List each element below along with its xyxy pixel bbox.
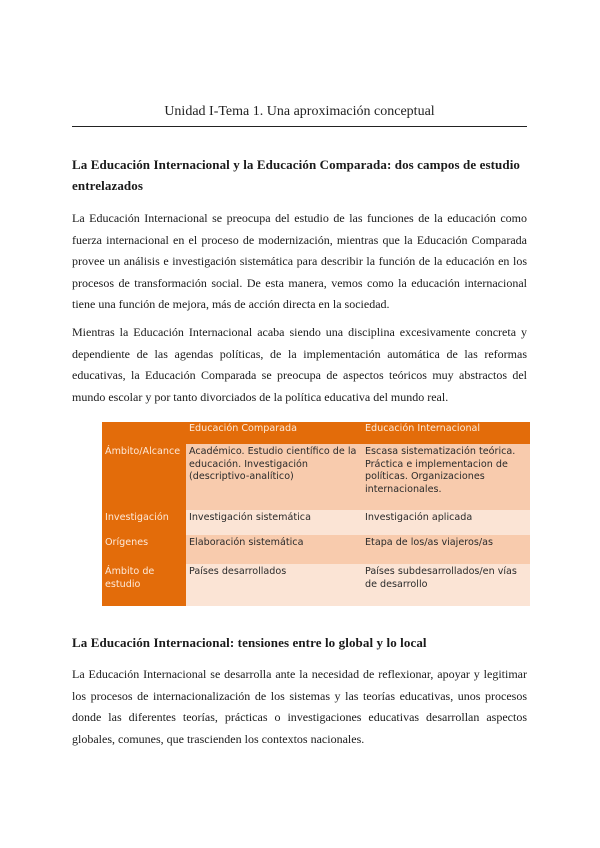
table-row bbox=[102, 444, 530, 510]
cell-origenes-internacional: Etapa de los/as viajeros/as bbox=[362, 535, 530, 564]
section1-paragraph2: Mientras la Educación Internacional acaba siendo una disciplina excesivamente concreta y dependiente de las agendas políticas, de la implementación automática de las reformas educativas, la Educación Comparada se preocupa de aspectos teóricos muy abstractos del mundo escolar y por tanto divorciados de la política educativa del mundo real. bbox=[72, 325, 527, 404]
section2-heading: La Educación Internacional: tensiones entre lo global y lo local bbox=[72, 635, 427, 650]
row-header-ambito-estudio: Ámbito de estudio bbox=[102, 564, 186, 606]
cell-ambito-internacional: Escasa sistematización teórica. Práctica e implementacion de políticas. Organizaciones internacionales. bbox=[362, 444, 530, 510]
cell-ambito-estudio-comparada: Países desarrollados bbox=[186, 564, 362, 606]
table-row bbox=[102, 535, 530, 564]
cell-origenes-comparada: Elaboración sistemática bbox=[186, 535, 362, 564]
section1-paragraph1: La Educación Internacional se preocupa del estudio de las funciones de la educación como fuerza internacional en el proceso de modernización, mientras que la Educación Comparada provee un análisis e investigación sistemática para describir la función de la educación en los procesos de transformación social. De esta manera, vemos como la educación internacional tiene una función de mejora, más de acción directa en la sociedad. bbox=[72, 211, 527, 312]
section1-heading bbox=[72, 154, 527, 196]
row-header-origenes: Orígenes bbox=[102, 535, 186, 564]
row-header-investigacion: Investigación bbox=[102, 510, 186, 535]
table-row bbox=[102, 510, 530, 535]
table-header-row bbox=[102, 422, 530, 444]
cell-investigacion-internacional: Investigación aplicada bbox=[362, 510, 530, 535]
column-header-internacional: Educación Internacional bbox=[362, 422, 530, 444]
header-divider bbox=[72, 126, 527, 127]
section2-paragraph1: La Educación Internacional se desarrolla ante la necesidad de reflexionar, apoyar y legitimar los procesos de internacionalización de los sistemas y las teorías educativas, unos procesos donde las diferentes teorías, prácticas o investigaciones educativas desarrollan aspectos globales, comunes, que trascienden los contextos nacionales. bbox=[72, 667, 527, 746]
section1-heading-line2: entrelazados bbox=[72, 178, 144, 193]
table-row bbox=[102, 564, 530, 606]
page-header-title: Unidad I-Tema 1. Una aproximación conceptual bbox=[164, 104, 435, 119]
comparison-table bbox=[102, 422, 530, 610]
cell-ambito-comparada: Académico. Estudio científico de la educación. Investigación (descriptivo-analítico) bbox=[186, 444, 362, 510]
row-header-ambito: Ámbito/Alcance bbox=[102, 444, 186, 510]
section1-heading-line1: La Educación Internacional y la Educación Comparada: dos campos de estudio bbox=[72, 157, 521, 172]
cell-ambito-estudio-internacional: Países subdesarrollados/en vías de desarrollo bbox=[362, 564, 530, 606]
cell-investigacion-comparada: Investigación sistemática bbox=[186, 510, 362, 535]
column-header-comparada: Educación Comparada bbox=[186, 422, 362, 444]
table-corner-cell bbox=[102, 422, 186, 444]
